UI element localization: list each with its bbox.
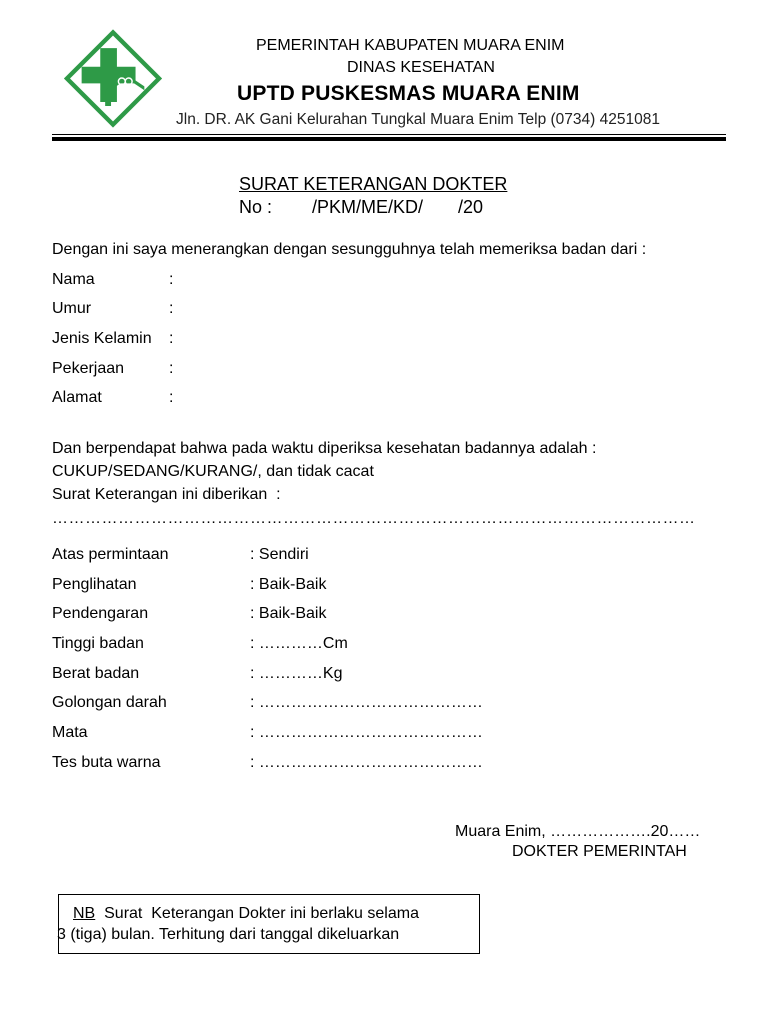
field-label-umur: Umur	[52, 300, 92, 317]
purpose-dots: ………………………………………………………………………………………………………	[52, 510, 696, 527]
exam-value-pendengaran: : Baik-Baik	[250, 605, 327, 622]
exam-label-golongan-darah: Golongan darah	[52, 694, 167, 711]
field-colon-umur: :	[169, 300, 174, 317]
exam-label-berat-badan: Berat badan	[52, 665, 140, 682]
field-label-alamat: Alamat	[52, 389, 102, 406]
exam-value-mata: : ……………………………………	[250, 724, 483, 741]
note-text-1: Surat Keterangan Dokter ini berlaku selama	[95, 905, 419, 922]
exam-label-atas-permintaan: Atas permintaan	[52, 546, 169, 563]
note-line-1	[73, 905, 419, 923]
exam-value-tinggi-badan: : …………Cm	[250, 635, 348, 652]
header-address: Jln. DR. AK Gani Kelurahan Tungkal Muara Enim Telp (0734) 4251081	[176, 111, 660, 128]
note-box	[58, 894, 480, 954]
header-rule-thick	[52, 137, 726, 141]
exam-label-mata: Mata	[52, 724, 88, 741]
opinion-line-2: CUKUP/SEDANG/KURANG/, dan tidak cacat	[52, 463, 374, 480]
place-date: Muara Enim, ……………….20……	[455, 823, 701, 840]
exam-label-tinggi-badan: Tinggi badan	[52, 635, 144, 652]
field-colon-pekerjaan: :	[169, 360, 174, 377]
opinion-line-1: Dan berpendapat bahwa pada waktu diperiksa kesehatan badannya adalah :	[52, 440, 597, 457]
note-line-2: 3 (tiga) bulan. Terhitung dari tanggal dikeluarkan	[57, 926, 400, 943]
exam-value-golongan-darah: : ……………………………………	[250, 694, 483, 711]
intro-text: Dengan ini saya menerangkan dengan sesungguhnya telah memeriksa badan dari :	[52, 241, 647, 258]
header-department: DINAS KESEHATAN	[347, 59, 495, 76]
field-colon-jenis-kelamin: :	[169, 330, 174, 347]
note-prefix: NB	[73, 905, 96, 922]
field-colon-alamat: :	[169, 389, 174, 406]
exam-value-penglihatan: : Baik-Baik	[250, 576, 327, 593]
field-label-nama: Nama	[52, 271, 95, 288]
header-rule-thin	[52, 134, 726, 135]
field-label-pekerjaan: Pekerjaan	[52, 360, 125, 377]
signer-title: DOKTER PEMERINTAH	[512, 843, 687, 860]
exam-label-pendengaran: Pendengaran	[52, 605, 149, 622]
exam-value-atas-permintaan: : Sendiri	[250, 546, 309, 563]
field-colon-nama: :	[169, 271, 174, 288]
header-institution: UPTD PUSKESMAS MUARA ENIM	[237, 82, 580, 105]
document-number: No : /PKM/ME/KD/ /20	[239, 197, 484, 217]
exam-label-tes-buta-warna: Tes buta warna	[52, 754, 161, 771]
purpose-label: Surat Keterangan ini diberikan :	[52, 486, 281, 503]
field-label-jenis-kelamin: Jenis Kelamin	[52, 330, 152, 347]
exam-value-berat-badan: : …………Kg	[250, 665, 343, 682]
document-title: SURAT KETERANGAN DOKTER	[239, 174, 508, 194]
puskesmas-logo-icon	[64, 29, 162, 128]
exam-value-tes-buta-warna: : ……………………………………	[250, 754, 483, 771]
header-government: PEMERINTAH KABUPATEN MUARA ENIM	[256, 37, 565, 54]
exam-label-penglihatan: Penglihatan	[52, 576, 137, 593]
